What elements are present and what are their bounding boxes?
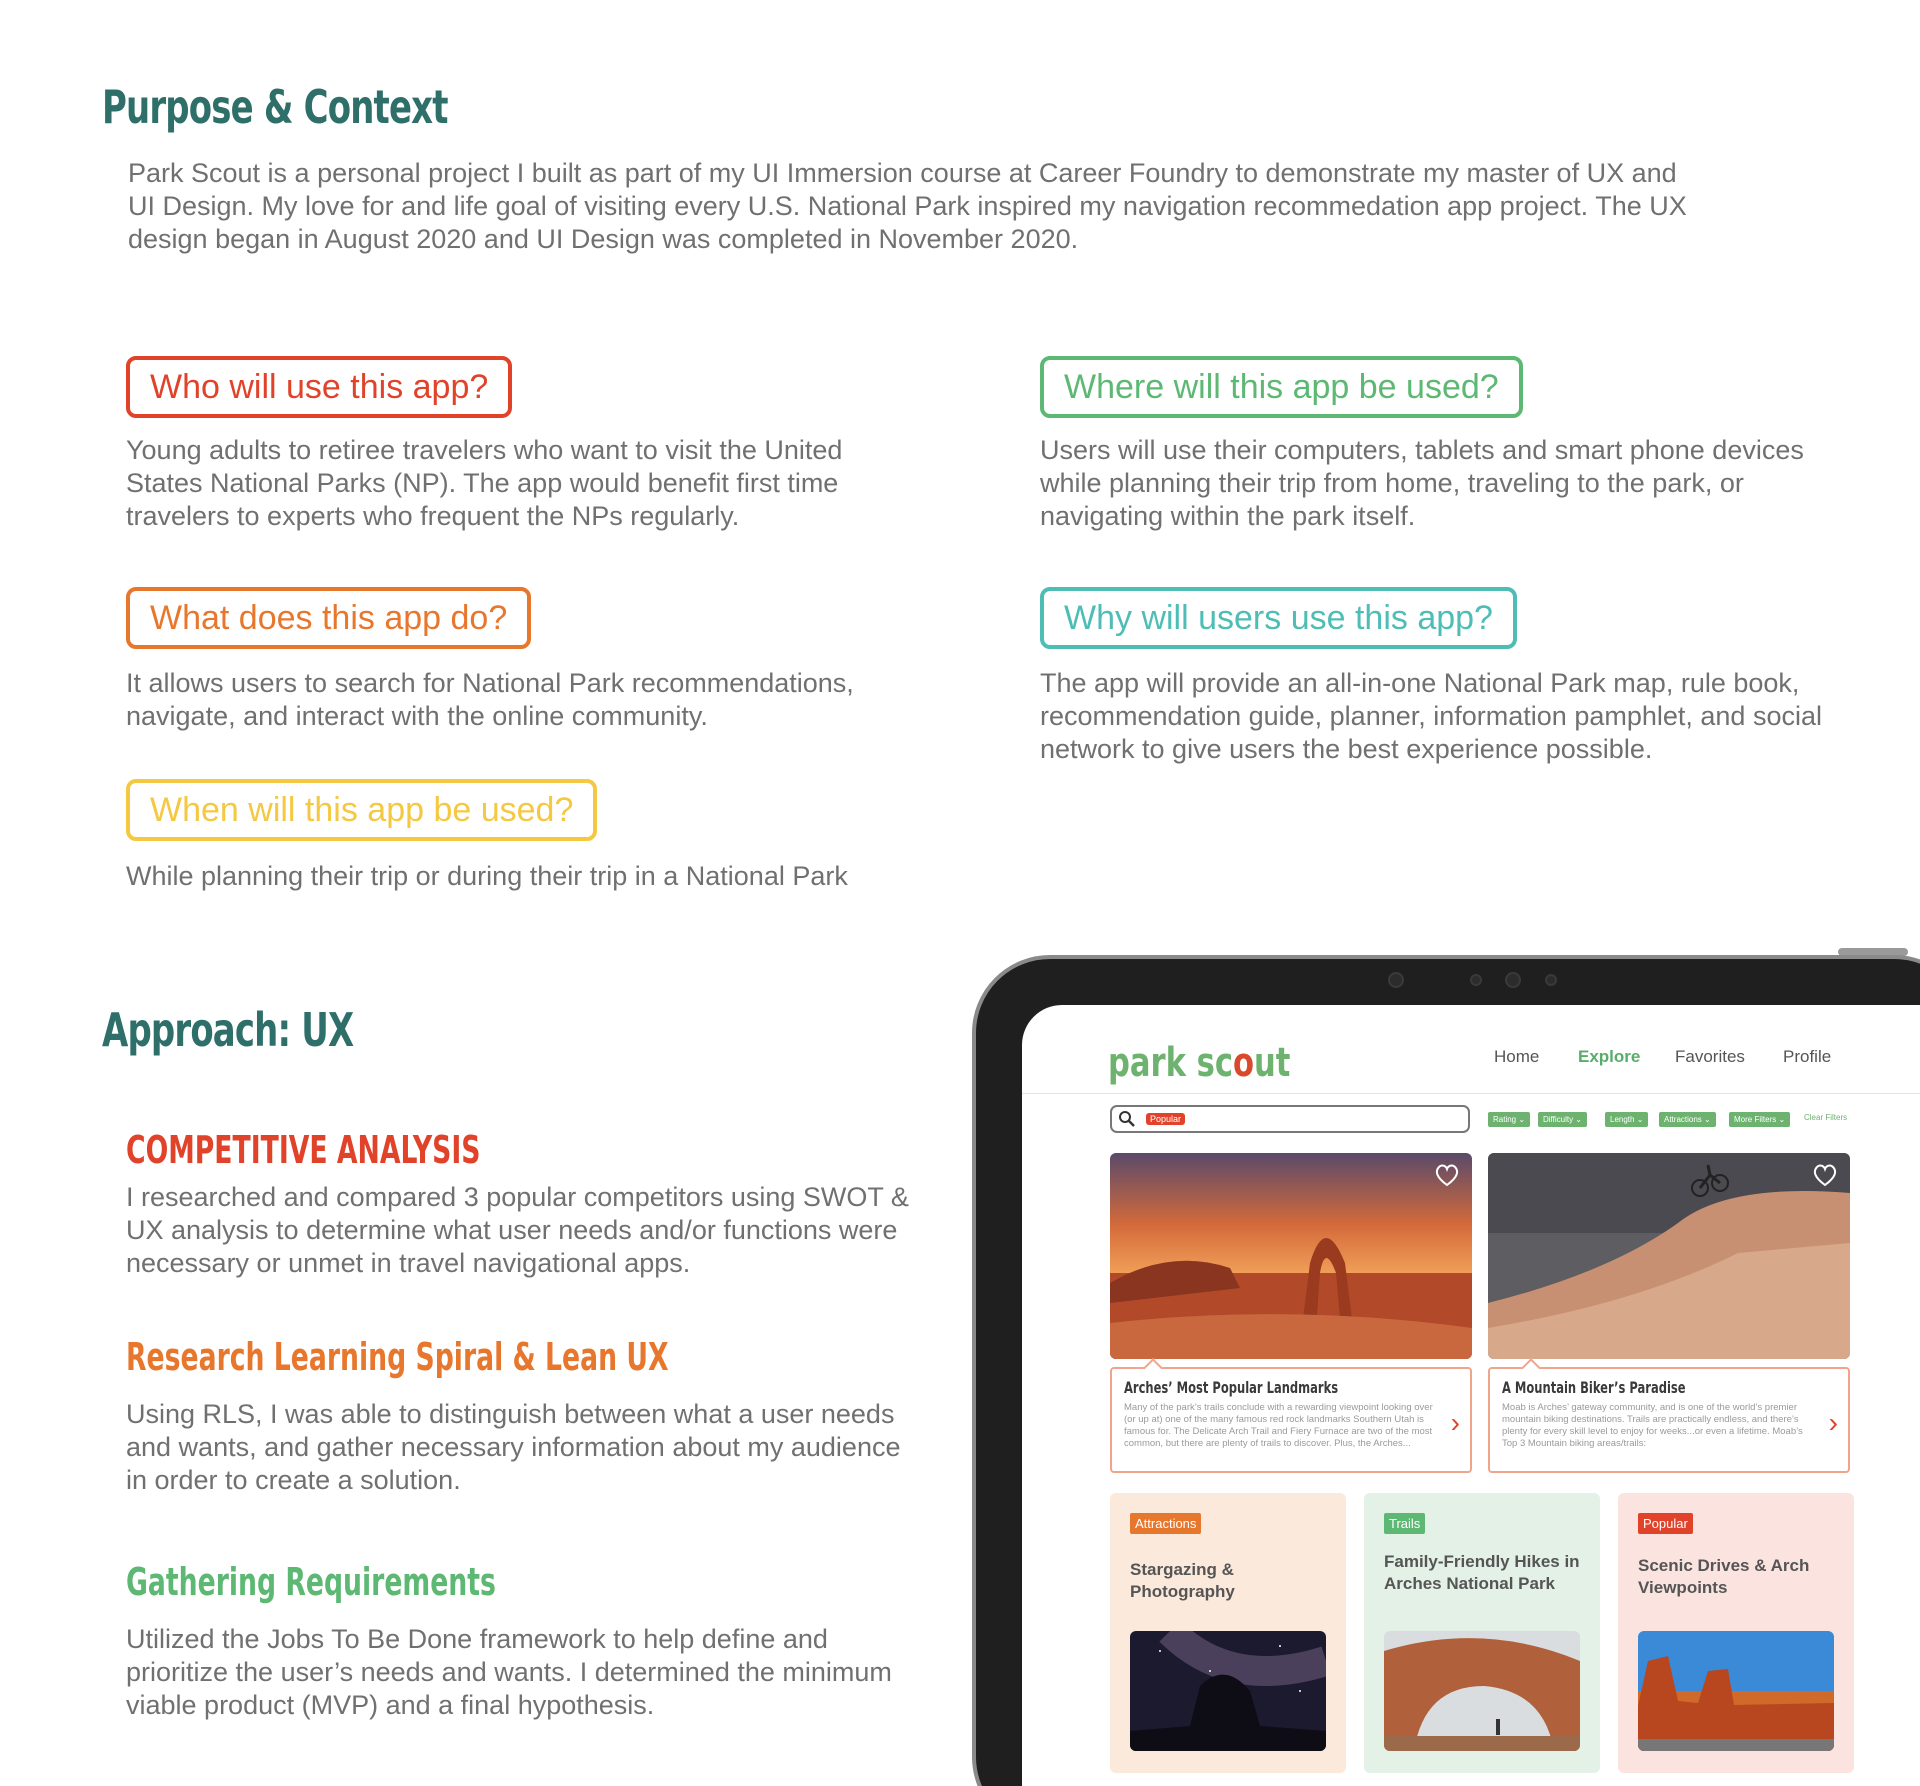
requirements-heading: Gathering Requirements <box>126 1560 496 1604</box>
heart-icon[interactable] <box>1434 1163 1460 1187</box>
search-chip[interactable]: Popular <box>1146 1113 1185 1125</box>
feature-image-arches[interactable] <box>1110 1153 1472 1359</box>
question-where: Where will this app be used? <box>1040 356 1523 418</box>
mountain-biker-photo <box>1488 1153 1850 1359</box>
answer-what: It allows users to search for National Park recommendations, navigate, and interact with the online community. <box>126 668 854 731</box>
scenic-drive-photo <box>1638 1631 1834 1751</box>
card-image <box>1638 1631 1834 1751</box>
feature-title: A Mountain Biker’s Paradise <box>1502 1378 1686 1397</box>
competitive-analysis-heading: COMPETITIVE ANALYSIS <box>126 1128 481 1172</box>
answer-where: Users will use their computers, tablets and smart phone devices while planning their trip from home, traveling to the park, or navigating within the park itself. <box>1040 435 1804 531</box>
card-stargazing[interactable] <box>1110 1493 1346 1773</box>
purpose-title: Purpose & Context <box>102 80 448 134</box>
card-image <box>1384 1631 1580 1751</box>
logo-left: park sc <box>1108 1040 1233 1086</box>
logo-right: ut <box>1253 1040 1291 1086</box>
question-what: What does this app do? <box>126 587 531 649</box>
camera-dot <box>1505 972 1521 988</box>
answer-why: The app will provide an all-in-one National Park map, rule book, recommendation guide, planner, information pamphlet, and social network to give users the best experience possible. <box>1040 668 1822 764</box>
filter-length[interactable]: Length ⌄ <box>1605 1112 1648 1127</box>
filter-difficulty[interactable]: Difficulty ⌄ <box>1538 1112 1587 1127</box>
answer-when: While planning their trip or during their trip in a National Park <box>126 861 848 891</box>
requirements-text: Utilized the Jobs To Be Done framework to help define and prioritize the user’s needs and wants. I determined the minimum viable product (MVP) and a final hypothesis. <box>126 1624 892 1720</box>
card-tag: Attractions <box>1130 1513 1201 1534</box>
chevron-right-icon[interactable]: › <box>1450 1407 1460 1438</box>
delicate-arch-photo <box>1110 1153 1472 1359</box>
feature-caption-biker[interactable] <box>1488 1367 1850 1473</box>
question-why: Why will users use this app? <box>1040 587 1517 649</box>
logo-shield: o <box>1232 1040 1254 1086</box>
card-tag: Trails <box>1384 1513 1425 1534</box>
card-hikes[interactable] <box>1364 1493 1600 1773</box>
arch-hike-photo <box>1384 1631 1580 1751</box>
rls-text: Using RLS, I was able to distinguish between what a user needs and wants, and gather necessary information about my audience in order to create a solution. <box>126 1399 901 1495</box>
caption-notch <box>1521 1358 1541 1378</box>
app-screen <box>1022 1005 1920 1786</box>
search-input[interactable] <box>1110 1105 1470 1133</box>
filter-more[interactable]: More Filters ⌄ <box>1729 1112 1790 1127</box>
nav-favorites[interactable]: Favorites <box>1675 1047 1745 1066</box>
feature-body: Moab is Arches’ gateway community, and is one of the world’s premier mountain biking destinations. Trails are practically endless, and there’s plenty for every skill level to enjoy for weeks...or even a lifetime. Moab’s Top 3 Mountain biking areas/trails: <box>1502 1402 1803 1449</box>
card-title: Family-Friendly Hikes in Arches National Park <box>1384 1552 1580 1593</box>
feature-body: Many of the park’s trails conclude with a rewarding viewpoint looking over (or up at) one of the many famous red rock landmarks Southern Utah is famous for. The Delicate Arch Trail and Fiery Furnace are two of the most common, but there are plenty of trails to discover. Plus, the Arches... <box>1124 1402 1433 1449</box>
purpose-text: Park Scout is a personal project I built as part of my UI Immersion course at Career Foundry to demonstrate my master of UX and UI Design. My love for and life goal of visiting every U.S. National Park inspired my navigation recommedation app project. The UX design began in August 2020 and UI Design was completed in November 2020. <box>128 158 1687 254</box>
heart-icon[interactable] <box>1812 1163 1838 1187</box>
question-when: When will this app be used? <box>126 779 597 841</box>
filter-attractions[interactable]: Attractions ⌄ <box>1659 1112 1716 1127</box>
card-title: Stargazing & Photography <box>1130 1560 1235 1601</box>
feature-caption-arches[interactable] <box>1110 1367 1472 1473</box>
answer-who: Young adults to retiree travelers who want to visit the United States National Parks (NP). The app would benefit first time travelers to experts who frequent the NPs regularly. <box>126 435 843 531</box>
caption-notch <box>1143 1358 1163 1378</box>
nav-explore[interactable]: Explore <box>1578 1047 1641 1066</box>
clear-filters-link[interactable]: Clear Filters <box>1804 1113 1848 1122</box>
rls-heading: Research Learning Spiral & Lean UX <box>126 1335 669 1379</box>
approach-title: Approach: UX <box>102 1003 354 1057</box>
camera-dot <box>1388 972 1404 988</box>
camera-dot <box>1545 974 1557 986</box>
card-tag: Popular <box>1638 1513 1693 1534</box>
nav-home[interactable]: Home <box>1494 1047 1540 1066</box>
card-title: Scenic Drives & Arch Viewpoints <box>1638 1556 1810 1597</box>
nav-profile[interactable]: Profile <box>1783 1047 1832 1066</box>
camera-lens <box>1470 974 1482 986</box>
filter-rating[interactable]: Rating ⌄ <box>1488 1112 1530 1127</box>
header-divider <box>1022 1093 1920 1094</box>
card-scenic-drives[interactable] <box>1618 1493 1854 1773</box>
stargazing-photo <box>1130 1631 1326 1751</box>
competitive-analysis-text: I researched and compared 3 popular competitors using SWOT & UX analysis to determine what user needs and/or functions were necessary or unmet in travel navigational apps. <box>126 1182 909 1278</box>
feature-title: Arches’ Most Popular Landmarks <box>1124 1378 1339 1397</box>
park-scout-logo[interactable] <box>1108 1040 1290 1086</box>
chevron-right-icon[interactable]: › <box>1828 1407 1838 1438</box>
feature-image-biker[interactable] <box>1488 1153 1850 1359</box>
card-image <box>1130 1631 1326 1751</box>
search-icon <box>1118 1110 1136 1128</box>
question-who: Who will use this app? <box>126 356 512 418</box>
